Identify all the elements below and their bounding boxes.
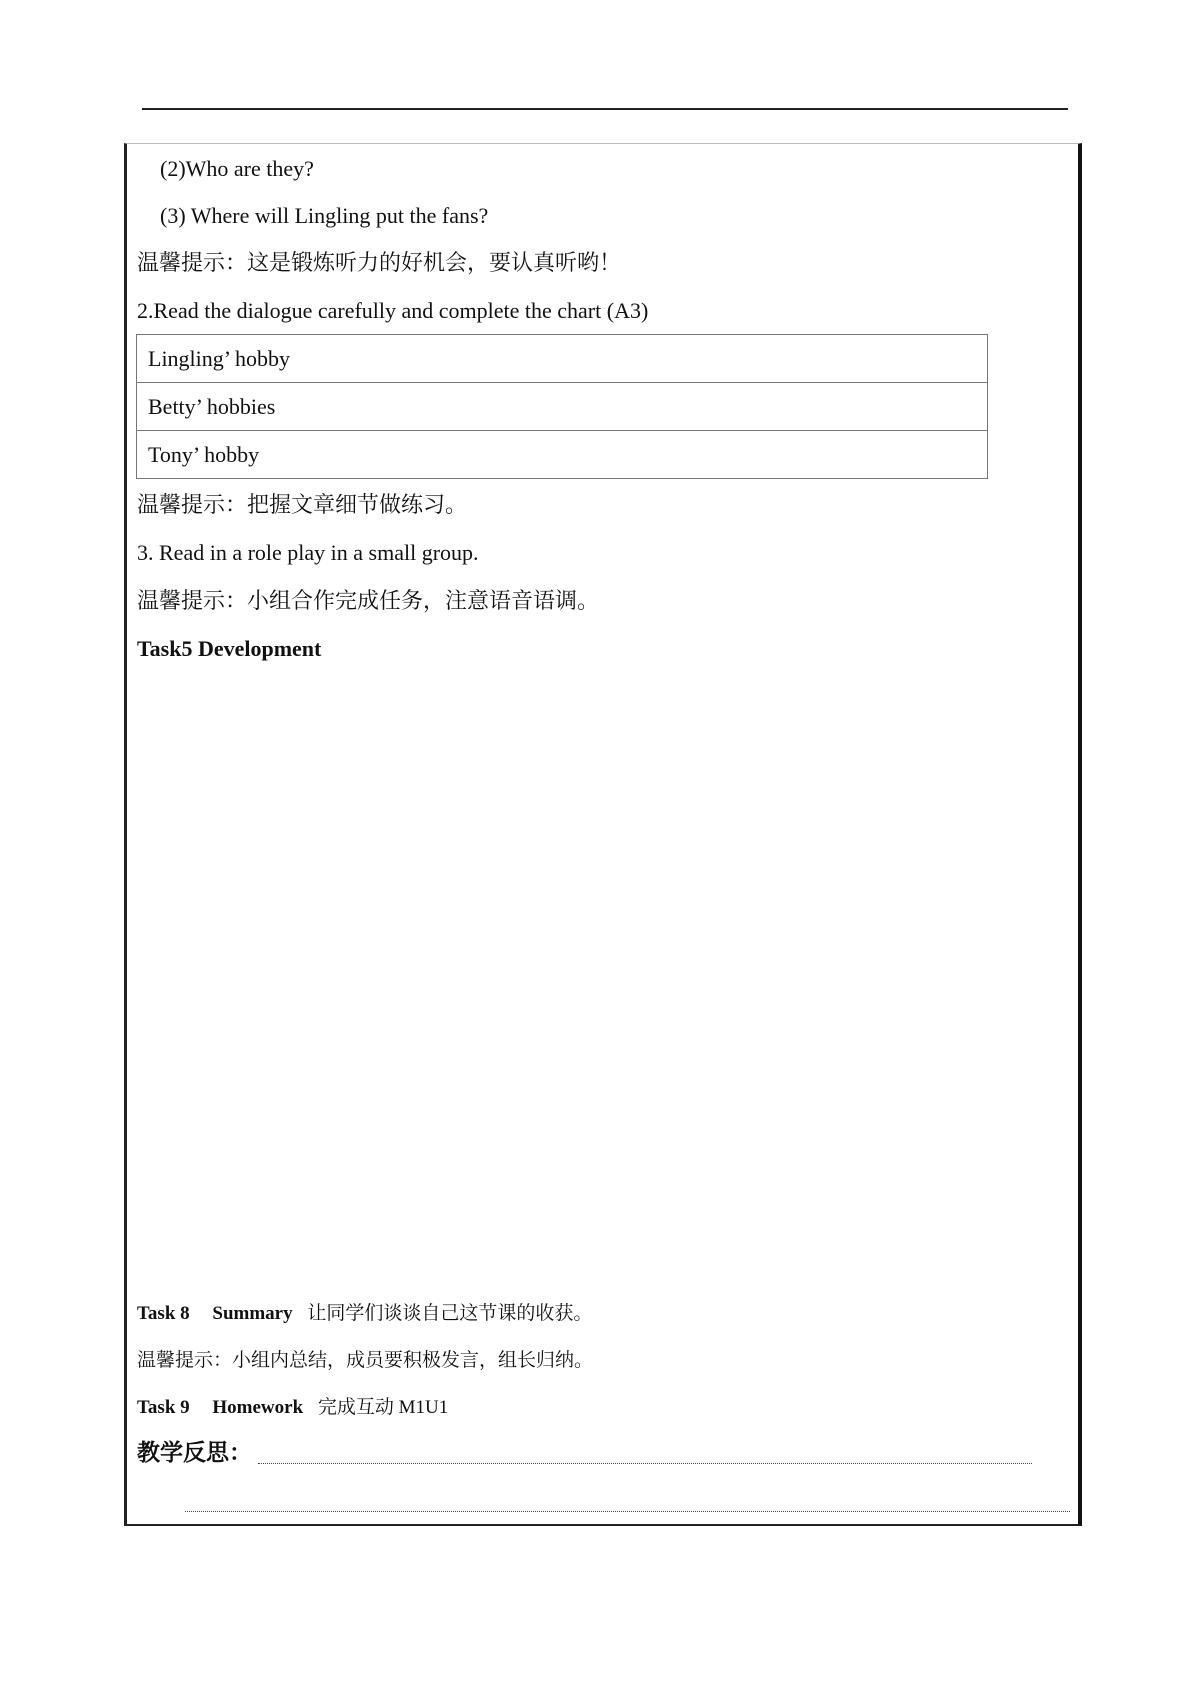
task8-line: [137, 1300, 592, 1328]
tip-listening: 温馨提示：这是锻炼听力的好机会，要认真听哟！: [137, 250, 622, 275]
task5-heading: Task5 Development: [137, 636, 322, 661]
tip-summary: 温馨提示：小组内总结，成员要积极发言，组长归纳。: [137, 1350, 594, 1371]
task9-title: Homework: [212, 1397, 304, 1418]
instruction-role-play: 3. Read in a role play in a small group.: [137, 540, 479, 565]
reflection-label: 教学反思：: [137, 1440, 252, 1465]
table-row: [137, 431, 988, 479]
tip-group: 温馨提示：小组合作完成任务，注意语音语调。: [137, 588, 600, 613]
chart-cell-tony: Tony’ hobby: [137, 431, 988, 479]
table-row: [137, 383, 988, 431]
question-3: (3) Where will Lingling put the fans?: [160, 203, 489, 228]
reflection-line-1: [258, 1463, 1032, 1464]
task9-desc: 完成互动 M1U1: [317, 1397, 449, 1418]
task9-label: Task 9: [137, 1397, 190, 1418]
task8-desc: 让同学们谈谈自己这节课的收获。: [307, 1303, 593, 1324]
chart-cell-lingling: Lingling’ hobby: [137, 335, 988, 383]
instruction-read-dialogue: 2.Read the dialogue carefully and complete the chart (A3): [137, 298, 649, 323]
reflection-line-2: [185, 1511, 1070, 1512]
task8-title: Summary: [212, 1303, 293, 1324]
table-row: [137, 335, 988, 383]
task8-label: Task 8: [137, 1303, 190, 1324]
hobby-chart: [136, 334, 988, 479]
chart-cell-betty: Betty’ hobbies: [137, 383, 988, 431]
tip-details: 温馨提示：把握文章细节做练习。: [137, 492, 468, 517]
header-rule: [142, 108, 1068, 110]
question-2: (2)Who are they?: [160, 156, 314, 181]
task9-line: [137, 1394, 448, 1422]
